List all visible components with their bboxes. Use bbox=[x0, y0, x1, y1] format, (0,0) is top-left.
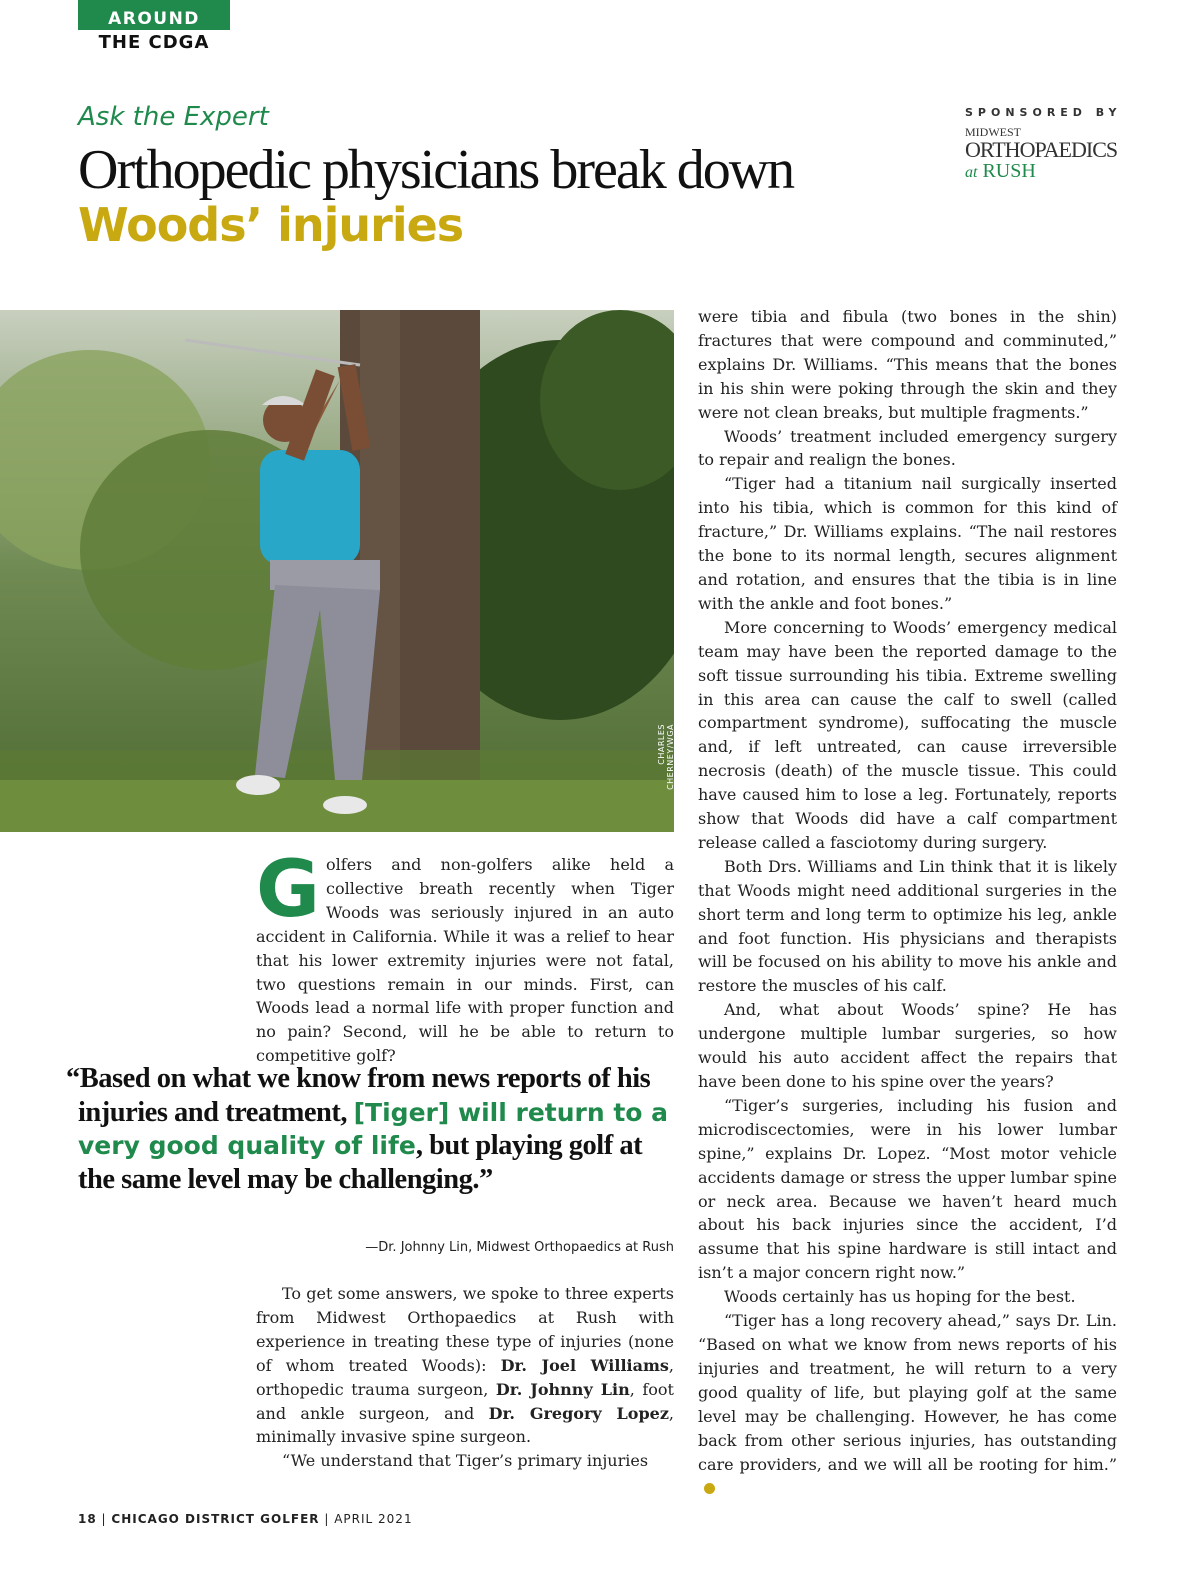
kicker: Ask the Expert bbox=[78, 102, 269, 132]
pull-quote-highlight: [Tiger] will return to a very good quality of life bbox=[78, 1097, 669, 1160]
experts-text-b: , orthopedic trauma surgeon, bbox=[256, 1355, 674, 1399]
expert-name-williams: Dr. Joel Williams bbox=[500, 1355, 669, 1375]
sponsor-logo-at: at bbox=[965, 164, 978, 181]
sponsor-block bbox=[965, 106, 1122, 184]
sponsor-logo-line1: MIDWEST bbox=[965, 125, 1021, 139]
experts-paragraph bbox=[256, 1282, 674, 1449]
pull-quote-text bbox=[66, 1062, 676, 1196]
sponsor-logo-line3 bbox=[965, 160, 1122, 184]
left-bottom-column bbox=[256, 1282, 674, 1473]
golfer-photo bbox=[0, 310, 674, 832]
sponsor-logo-rush: RUSH bbox=[982, 160, 1036, 182]
issue-date: APRIL 2021 bbox=[334, 1512, 413, 1526]
right-paragraph-6: And, what about Woods’ spine? He has undergone multiple lumbar surgeries, so how would his auto accident affect the repairs that have been done to his spine over the years? bbox=[698, 1000, 1117, 1091]
section-tag-line2: THE CDGA bbox=[98, 32, 210, 53]
right-paragraph-2: Woods’ treatment included emergency surgery to repair and realign the bones. bbox=[698, 426, 1117, 470]
photo-credit: CHARLES CHERNEY/WGA bbox=[657, 724, 675, 790]
footer-separator-1: | bbox=[101, 1512, 107, 1526]
expert-name-lopez: Dr. Gregory Lopez bbox=[488, 1403, 669, 1423]
end-mark-icon bbox=[704, 1483, 715, 1494]
intro-paragraph: olfers and non-golfers alike held a collective breath recently when Tiger Woods was seriously injured in an auto accident in California. While it was a relief to hear that his lower extremity injuries were not fatal, two questions remain in our minds. First, can Woods lead a normal life with proper function and no pain? Second, will he be able to return to competitive golf? bbox=[256, 855, 674, 1066]
pull-quote-part1: “Based on what we know from news reports of his injuries and treatment, bbox=[66, 1063, 651, 1128]
intro-column bbox=[256, 845, 674, 1068]
pull-quote bbox=[66, 1062, 676, 1196]
section-tag-line1: AROUND bbox=[78, 0, 230, 30]
page-number: 18 bbox=[78, 1512, 97, 1526]
sponsored-by-label: SPONSORED BY bbox=[965, 106, 1122, 119]
right-paragraph-1: were tibia and fibula (two bones in the shin) fractures that were compound and comminuted,” explains Dr. Williams. “This means that the bones in his shin were poking through the skin and they were not clean breaks, but multiple fragments.” bbox=[698, 307, 1117, 422]
right-paragraph-9 bbox=[698, 1309, 1117, 1500]
right-paragraph-3: “Tiger had a titanium nail surgically inserted into his tibia, which is common for this kind of fracture,” Dr. Williams explains. “The nail restores the bone to its normal length, secures alignment and rotation, and ensures that the tibia is in line with the ankle and foot bones.” bbox=[698, 474, 1117, 613]
expert-name-lin: Dr. Johnny Lin bbox=[495, 1379, 630, 1399]
subhead: Woods’ injuries bbox=[78, 198, 464, 252]
right-column bbox=[698, 305, 1117, 1500]
right-paragraph-5: Both Drs. Williams and Lin think that it is likely that Woods might need additional surgeries in the short term and long term to optimize his leg, ankle and foot function. His physicians and therapists will be focused on his ability to move his ankle and restore the muscles of his calf. bbox=[698, 856, 1117, 996]
golfer-photo-illustration bbox=[0, 310, 674, 832]
experts-text-d: , minimally invasive spine surgeon. bbox=[256, 1403, 674, 1447]
pull-quote-attribution: —Dr. Johnny Lin, Midwest Orthopaedics at Rush bbox=[365, 1240, 674, 1255]
quote-start-paragraph: “We understand that Tiger’s primary injuries bbox=[282, 1451, 649, 1471]
right-paragraph-8: Woods certainly has us hoping for the best. bbox=[724, 1287, 1076, 1307]
publication-name: CHICAGO DISTRICT GOLFER bbox=[111, 1512, 320, 1526]
right-paragraph-4: More concerning to Woods’ emergency medical team may have been the reported damage to the soft tissue surrounding his tibia. Extreme swelling in this area can cause the calf to swell (called compartment syndrome), suffocating the muscle and, if left untreated, can cause irreversible necrosis (death) of the muscle tissue. This could have caused him to lose a leg. Fortunately, reports show that Woods did have a calf compartment release called a fasciotomy during surgery. bbox=[698, 617, 1117, 852]
right-paragraph-9-text: “Tiger has a long recovery ahead,” says Dr. Lin. “Based on what we know from news reports of his injuries and treatment, he will return to a very good quality of life, but playing golf at the same level may be challenging. However, he has come back from other serious injuries, has outstanding care providers, and we will all be rooting for him.” bbox=[698, 1311, 1117, 1474]
right-paragraph-7: “Tiger’s surgeries, including his fusion and microdiscectomies, were in his lower lumbar spine,” explains Dr. Lopez. “Most motor vehicle accidents damage or stress the upper lumbar spine or neck area. Because we haven’t heard much about his back injuries since the accident, I’d assume that his spine hardware is still intact and isn’t a major concern right now.” bbox=[698, 1095, 1117, 1283]
section-tag bbox=[78, 0, 230, 58]
experts-text-c: , foot and ankle surgeon, and bbox=[256, 1379, 674, 1423]
headline: Orthopedic physicians break down bbox=[78, 139, 794, 201]
experts-text-a: To get some answers, we spoke to three experts from Midwest Orthopaedics at Rush with experience in treating these type of injuries (none of whom treated Woods): bbox=[256, 1284, 674, 1375]
footer-separator-2: | bbox=[324, 1512, 330, 1526]
page-footer bbox=[78, 1512, 413, 1526]
pull-quote-part2: , but playing golf at the same level may be challenging.” bbox=[78, 1130, 643, 1195]
drop-cap: G bbox=[256, 845, 321, 935]
sponsor-logo-line2: ORTHOPAEDICS bbox=[965, 137, 1118, 162]
